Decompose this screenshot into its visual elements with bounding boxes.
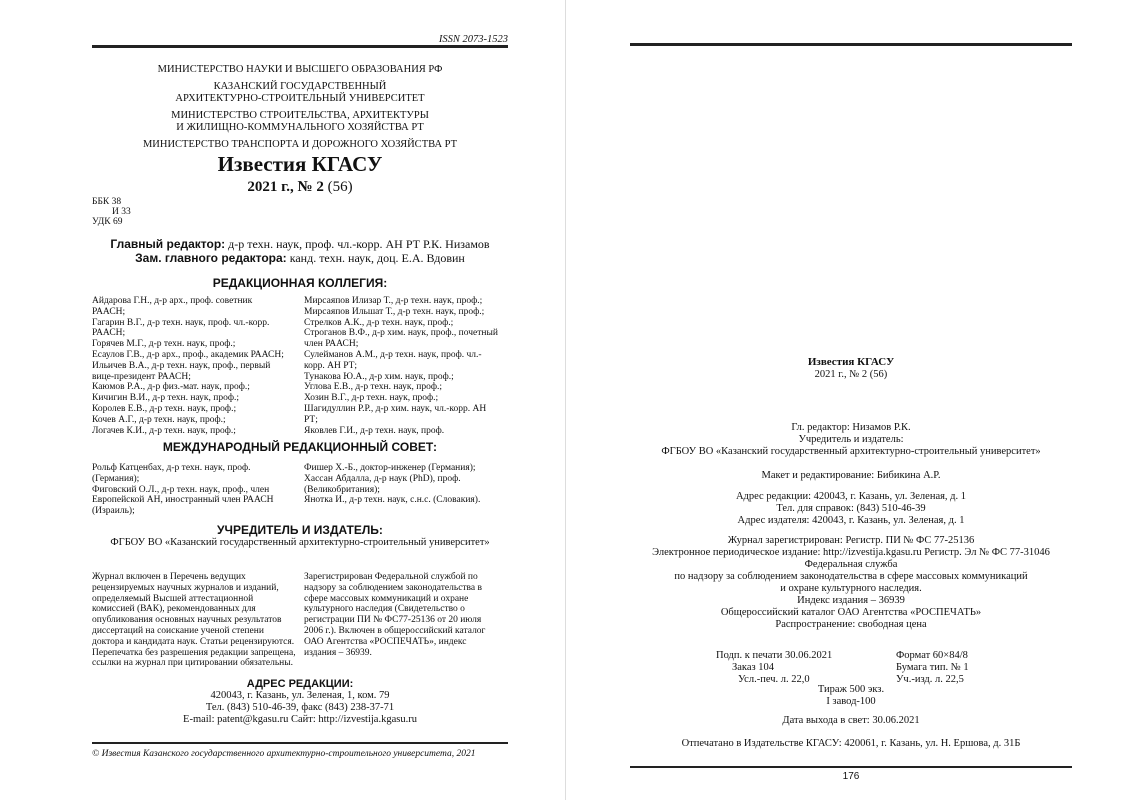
vak-line: рецензируемых научных журналов и изданий, (92, 582, 279, 593)
council-right-column (304, 463, 509, 506)
registration-block (586, 535, 1116, 631)
page-number: 176 (842, 771, 860, 782)
board-member: Айдарова Г.Н., д-р арх., проф. советник (92, 296, 253, 306)
chief-label: Главный редактор: (110, 237, 226, 251)
board-member: Углова Е.В., д-р техн. наук, проф.; (304, 382, 443, 393)
board-member: РААСН; (92, 328, 126, 339)
journal-title: Известия КГАСУ (217, 152, 383, 176)
printed-at: Отпечатано в Издательстве КГАСУ: 420061, г. Казань, ул. Н. Ершова, д. 31Б (681, 738, 1021, 749)
print-detail: Формат 60×84/8 (896, 650, 968, 661)
board-member: Мирсаяпов Илизар Т., д-р техн. наук, проф.; (304, 296, 483, 306)
board-member: Каюмов Р.А., д-р физ.-мат. наук, проф.; (92, 382, 250, 393)
vak-line: Перепечатка без разрешения редакции запрещена, (92, 647, 296, 658)
board-member: Яковлев Г.И., д-р техн. наук, проф. (304, 425, 445, 436)
vak-line: Журнал включен в Перечень ведущих (92, 572, 246, 582)
print-detail: Усл.-печ. л. 22,0 (738, 674, 810, 685)
registration-line: 2006 г.). Включен в общероссийский каталог (304, 625, 486, 636)
layout-editor: Макет и редактирование: Бибикина А.Р. (761, 470, 941, 481)
imprint-line: Распространение: свободная цена (775, 619, 927, 630)
vak-left-column (92, 572, 297, 669)
print-center (636, 684, 1066, 708)
board-right-column (304, 296, 509, 436)
header-rule (630, 43, 1072, 46)
print-detail: Уч.-изд. л. 22,5 (896, 674, 964, 685)
copyright: © Известия Казанского государственного архитектурно-строительного университета, 2021 (92, 749, 476, 759)
imprint-line: Тел. для справок: (843) 510-46-39 (776, 503, 926, 514)
council-member: Фиговский О.Л., д-р техн. наук, проф., член (92, 484, 270, 495)
imprint-line: Адрес издателя: 420043, г. Казань, ул. Зеленая, д. 1 (737, 515, 965, 526)
registration-line: издания – 36939. (304, 647, 372, 658)
board-member: Стрелков А.К., д-р техн. наук, проф.; (304, 317, 454, 328)
ministry-line: МИНИСТЕРСТВО СТРОИТЕЛЬСТВА, АРХИТЕКТУРЫ (171, 110, 429, 121)
right-page (566, 0, 1131, 800)
ministries-block (92, 64, 508, 151)
board-left-column (92, 296, 297, 436)
board-member: РААСН; (92, 306, 126, 317)
issue-total: (56) (327, 179, 353, 195)
board-member: Строганов В.Ф., д-р хим. наук, проф., почетный (304, 328, 498, 339)
board-member: Хозин В.Г., д-р техн. наук, проф.; (304, 393, 439, 404)
board-member: корр. АН РТ; (304, 360, 358, 371)
board-member: Шагидуллин Р.Р., д-р хим. наук, чл.-корр. АН (304, 403, 487, 414)
chief-editor (92, 237, 508, 251)
board-member: Гагарин В.Г., д-р техн. наук, проф. чл.-корр. (92, 317, 270, 328)
address-line: E-mail: patent@kgasu.ru Сайт: http://izvestija.kgasu.ru (183, 714, 417, 725)
board-member: Сулейманов А.М., д-р техн. наук, проф. чл.- (304, 349, 482, 360)
imprint-title: Известия КГАСУ (807, 356, 895, 368)
imprint-line: Общероссийский каталог ОАО Агентства «РОСПЕЧАТЬ» (720, 607, 982, 618)
print-batch: I завод-100 (826, 696, 876, 707)
vak-line: доктора и кандидата наук. Статьи рецензируются. (92, 636, 295, 647)
founder-text: ФГБОУ ВО «Казанский государственный архитектурно-строительный университет» (110, 537, 490, 548)
release-date: Дата выхода в свет: 30.06.2021 (782, 715, 920, 726)
imprint-issue: 2021 г., № 2 (56) (814, 369, 888, 380)
print-detail: Подп. к печати 30.06.2021 (716, 650, 833, 661)
print-right (878, 650, 1008, 686)
address-line: Тел. (843) 510-46-39, факс (843) 238-37-71 (205, 702, 395, 713)
council-member: Рольф Катценбах, д-р техн. наук, проф. (92, 463, 251, 473)
issue-number: 2021 г., № 2 (247, 179, 324, 195)
print-run: Тираж 500 экз. (817, 684, 885, 695)
council-member: Европейской АН, иностранный член РААСН (92, 495, 274, 506)
ministry-line: МИНИСТЕРСТВО НАУКИ И ВЫСШЕГО ОБРАЗОВАНИЯ РФ (157, 64, 443, 75)
vak-line: диссертаций на соискание ученой степени (92, 625, 264, 636)
imprint-line: Гл. редактор: Низамов Р.К. (791, 422, 911, 433)
registration-line: Зарегистрирован Федеральной службой по (304, 572, 478, 582)
issn: ISSN 2073-1523 (438, 34, 508, 45)
ministry-line: КАЗАНСКИЙ ГОСУДАРСТВЕННЫЙ (213, 81, 387, 92)
vak-line: ссылки на журнал при цитировании обязательны. (92, 658, 293, 669)
imprint-line: Адрес редакции: 420043, г. Казань, ул. Зеленая, д. 1 (735, 491, 967, 502)
council-heading: МЕЖДУНАРОДНЫЙ РЕДАКЦИОННЫЙ СОВЕТ: (162, 440, 438, 454)
deputy-editor (92, 251, 508, 265)
print-left (716, 650, 866, 686)
board-member: Королев Е.В., д-р техн. наук, проф.; (92, 403, 237, 414)
imprint-line: ФГБОУ ВО «Казанский государственный архитектурно-строительный университет» (661, 446, 1041, 457)
address-heading: АДРЕС РЕДАКЦИИ: (246, 678, 354, 690)
imprint-line: Федеральная служба (804, 559, 898, 570)
council-left-column (92, 463, 297, 517)
vak-line: комиссией (ВАК), рекомендованных для (92, 604, 256, 615)
author-mark: И 33 (112, 207, 131, 217)
board-member: Горячев М.Г., д-р техн. наук, проф.; (92, 339, 236, 350)
council-member: Янотка И., д-р техн. наук, с.н.с. (Словакия). (304, 495, 481, 506)
board-member: Мирсаяпов Ильшат Т., д-р техн. наук, проф.; (304, 306, 485, 317)
issue-line (92, 179, 508, 196)
print-detail: Заказ 104 (732, 662, 775, 673)
board-member: Логачев К.И., д-р техн. наук, проф.; (92, 425, 236, 436)
council-member: Фишер Х.-Б., доктор-инженер (Германия); (304, 463, 476, 473)
ministry-line: МИНИСТЕРСТВО ТРАНСПОРТА И ДОРОЖНОГО ХОЗЯЙСТВА РТ (142, 139, 458, 150)
footer-rule (630, 766, 1072, 768)
council-member: (Великобритания); (304, 484, 380, 495)
council-member: Хассан Абдалла, д-р наук (PhD), проф. (304, 473, 461, 484)
council-member: (Германия); (92, 473, 140, 484)
board-member: член РААСН; (304, 339, 359, 350)
council-member: (Израиль); (92, 506, 135, 517)
imprint-line: Журнал зарегистрирован: Регистр. ПИ № ФС 77-25136 (727, 535, 975, 546)
vak-right-column (304, 572, 509, 658)
board-member: Тунакова Ю.А., д-р хим. наук, проф.; (304, 371, 454, 382)
print-detail: Бумага тип. № 1 (896, 662, 969, 673)
footer-rule (92, 742, 508, 744)
board-member: вице-президент РААСН; (92, 371, 191, 382)
editor-block (606, 422, 1096, 458)
registration-line: культурного наследия (Свидетельство о (304, 604, 465, 615)
bbk: ББК 38 (92, 197, 122, 207)
board-member: Кичигин В.И., д-р техн. наук, проф.; (92, 393, 240, 404)
registration-line: надзору за соблюдением законодательства в (304, 582, 482, 593)
deputy-text: канд. техн. наук, доц. Е.А. Вдовин (289, 251, 465, 265)
address-block (92, 690, 508, 726)
classification (92, 197, 172, 227)
imprint-line: Электронное периодическое издание: http://izvestija.kgasu.ru Регистр. Эл № ФС 77-31046 (652, 547, 1050, 558)
founder-heading: УЧРЕДИТЕЛЬ И ИЗДАТЕЛЬ: (217, 523, 383, 537)
board-member: Есаулов Г.В., д-р арх., проф., академик РААСН; (92, 349, 284, 360)
board-heading: РЕДАКЦИОННАЯ КОЛЛЕГИЯ: (212, 276, 388, 290)
udk: УДК 69 (92, 217, 123, 227)
registration-line: регистрации ПИ № ФС77-25136 от 20 июля (304, 615, 482, 626)
deputy-label: Зам. главного редактора: (135, 251, 287, 265)
address-line: 420043, г. Казань, ул. Зеленая, 1, ком. 79 (210, 690, 390, 701)
ministry-line: И ЖИЛИЩНО-КОММУНАЛЬНОГО ХОЗЯЙСТВА РТ (176, 122, 424, 133)
registration-line: ОАО Агентства «РОСПЕЧАТЬ», индекс (304, 636, 467, 647)
imprint-line: Учредитель и издатель: (798, 434, 904, 445)
board-member: Кочев А.Г., д-р техн. наук, проф.; (92, 414, 226, 425)
vak-line: определяемый Высшей аттестационной (92, 593, 254, 604)
imprint-line: по надзору за соблюдением законодательства в сфере массовых коммуникаций (674, 571, 1028, 582)
imprint-line: и охране культурного наследия. (780, 583, 922, 594)
chief-text: д-р техн. наук, проф. чл.-корр. АН РТ Р.К. Низамов (228, 237, 490, 251)
vak-line: опубликования основных научных результатов (92, 615, 282, 626)
ministry-line: АРХИТЕКТУРНО-СТРОИТЕЛЬНЫЙ УНИВЕРСИТЕТ (175, 93, 425, 104)
board-member: РТ; (304, 414, 318, 425)
address-block (606, 491, 1096, 527)
imprint-line: Индекс издания – 36939 (797, 595, 905, 606)
registration-line: сфере массовых коммуникаций и охране (304, 593, 469, 604)
board-member: Ильичев В.А., д-р техн. наук, проф., первый (92, 360, 271, 371)
